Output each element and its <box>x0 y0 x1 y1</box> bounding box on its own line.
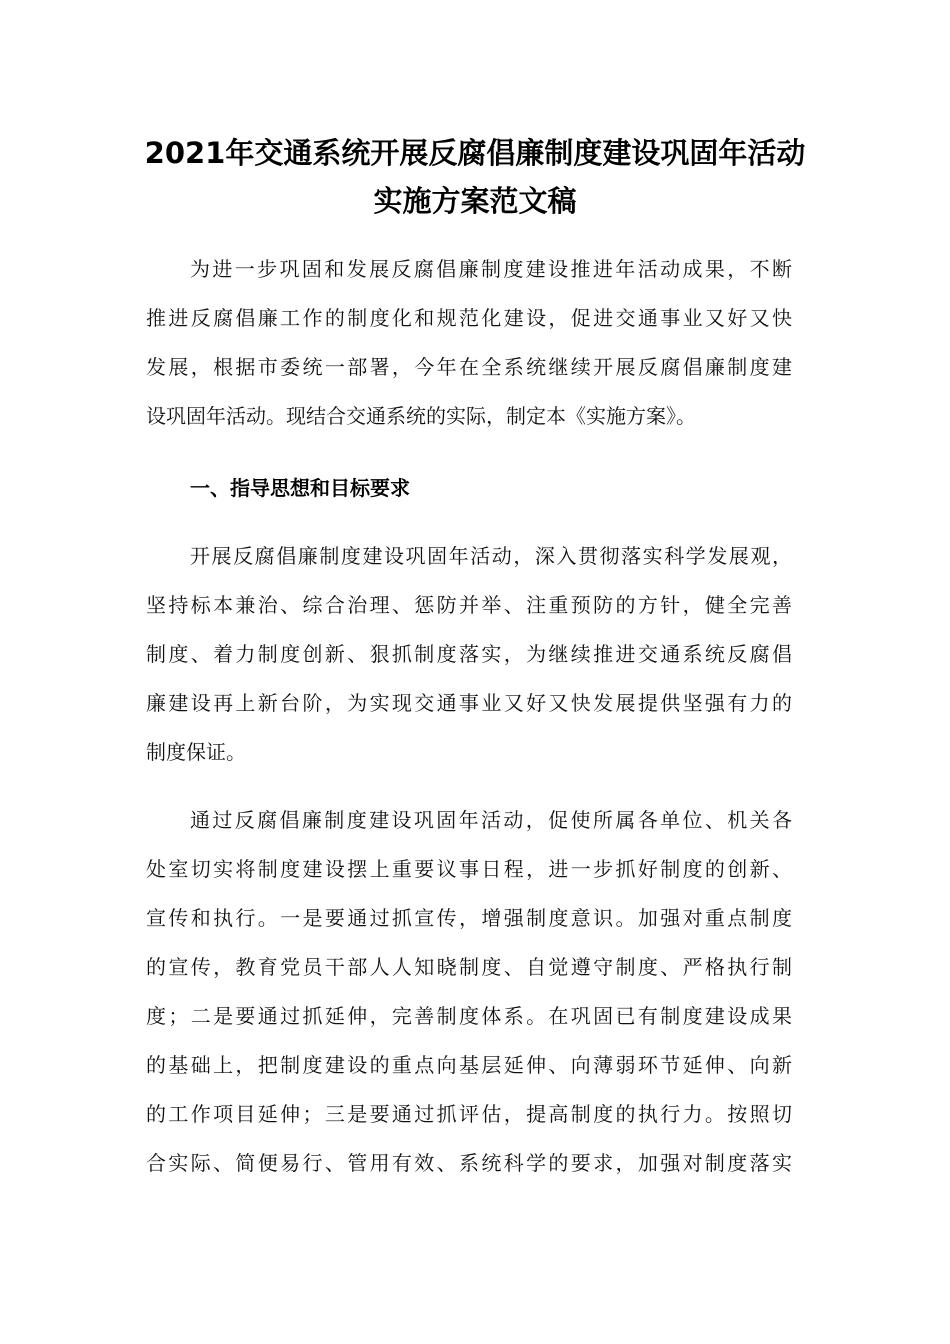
paragraph-line: 通过反腐倡廉制度建设巩固年活动，促使所属各单位、机关各 <box>190 808 792 832</box>
paragraph-line: 宣传和执行。一是要通过抓宣传，增强制度意识。加强对重点制度 <box>146 906 792 930</box>
paragraph-line: 处室切实将制度建设摆上重要议事日程，进一步抓好制度的创新、 <box>146 857 792 881</box>
paragraph-line: 设巩固年活动。现结合交通系统的实际，制定本《实施方案》。 <box>146 404 696 428</box>
paragraph-line: 制度、着力制度创新、狠抓制度落实，为继续推进交通系统反腐倡 <box>146 642 792 666</box>
paragraph-line: 的基础上，把制度建设的重点向基层延伸、向薄弱环节延伸、向新 <box>146 1053 792 1077</box>
paragraph-line: 开展反腐倡廉制度建设巩固年活动，深入贯彻落实科学发展观， <box>190 544 792 568</box>
paragraph-line: 制度保证。 <box>146 740 246 764</box>
paragraph-line: 的工作项目延伸；三是要通过抓评估，提高制度的执行力。按照切 <box>146 1102 792 1126</box>
paragraph-line: 坚持标本兼治、综合治理、惩防并举、注重预防的方针，健全完善 <box>146 593 792 617</box>
paragraph-line: 合实际、简便易行、管用有效、系统科学的要求，加强对制度落实 <box>146 1151 792 1175</box>
paragraph-line: 推进反腐倡廉工作的制度化和规范化建设，促进交通事业又好又快 <box>146 306 792 330</box>
paragraph-line: 廉建设再上新台阶，为实现交通事业又好又快发展提供坚强有力的 <box>146 691 792 715</box>
document-title-line-1: 2021年交通系统开展反腐倡廉制度建设巩固年活动 <box>144 136 806 170</box>
paragraph-line: 发展，根据市委统一部署，今年在全系统继续开展反腐倡廉制度建 <box>146 355 792 379</box>
section-heading: 一、指导思想和目标要求 <box>190 476 410 500</box>
paragraph-line: 的宣传，教育党员干部人人知晓制度、自觉遵守制度、严格执行制 <box>146 955 792 979</box>
document-title-line-2: 实施方案范文稿 <box>373 184 577 218</box>
paragraph-line: 度；二是要通过抓延伸，完善制度体系。在巩固已有制度建设成果 <box>146 1004 792 1028</box>
paragraph-line: 为进一步巩固和发展反腐倡廉制度建设推进年活动成果，不断 <box>190 257 792 281</box>
